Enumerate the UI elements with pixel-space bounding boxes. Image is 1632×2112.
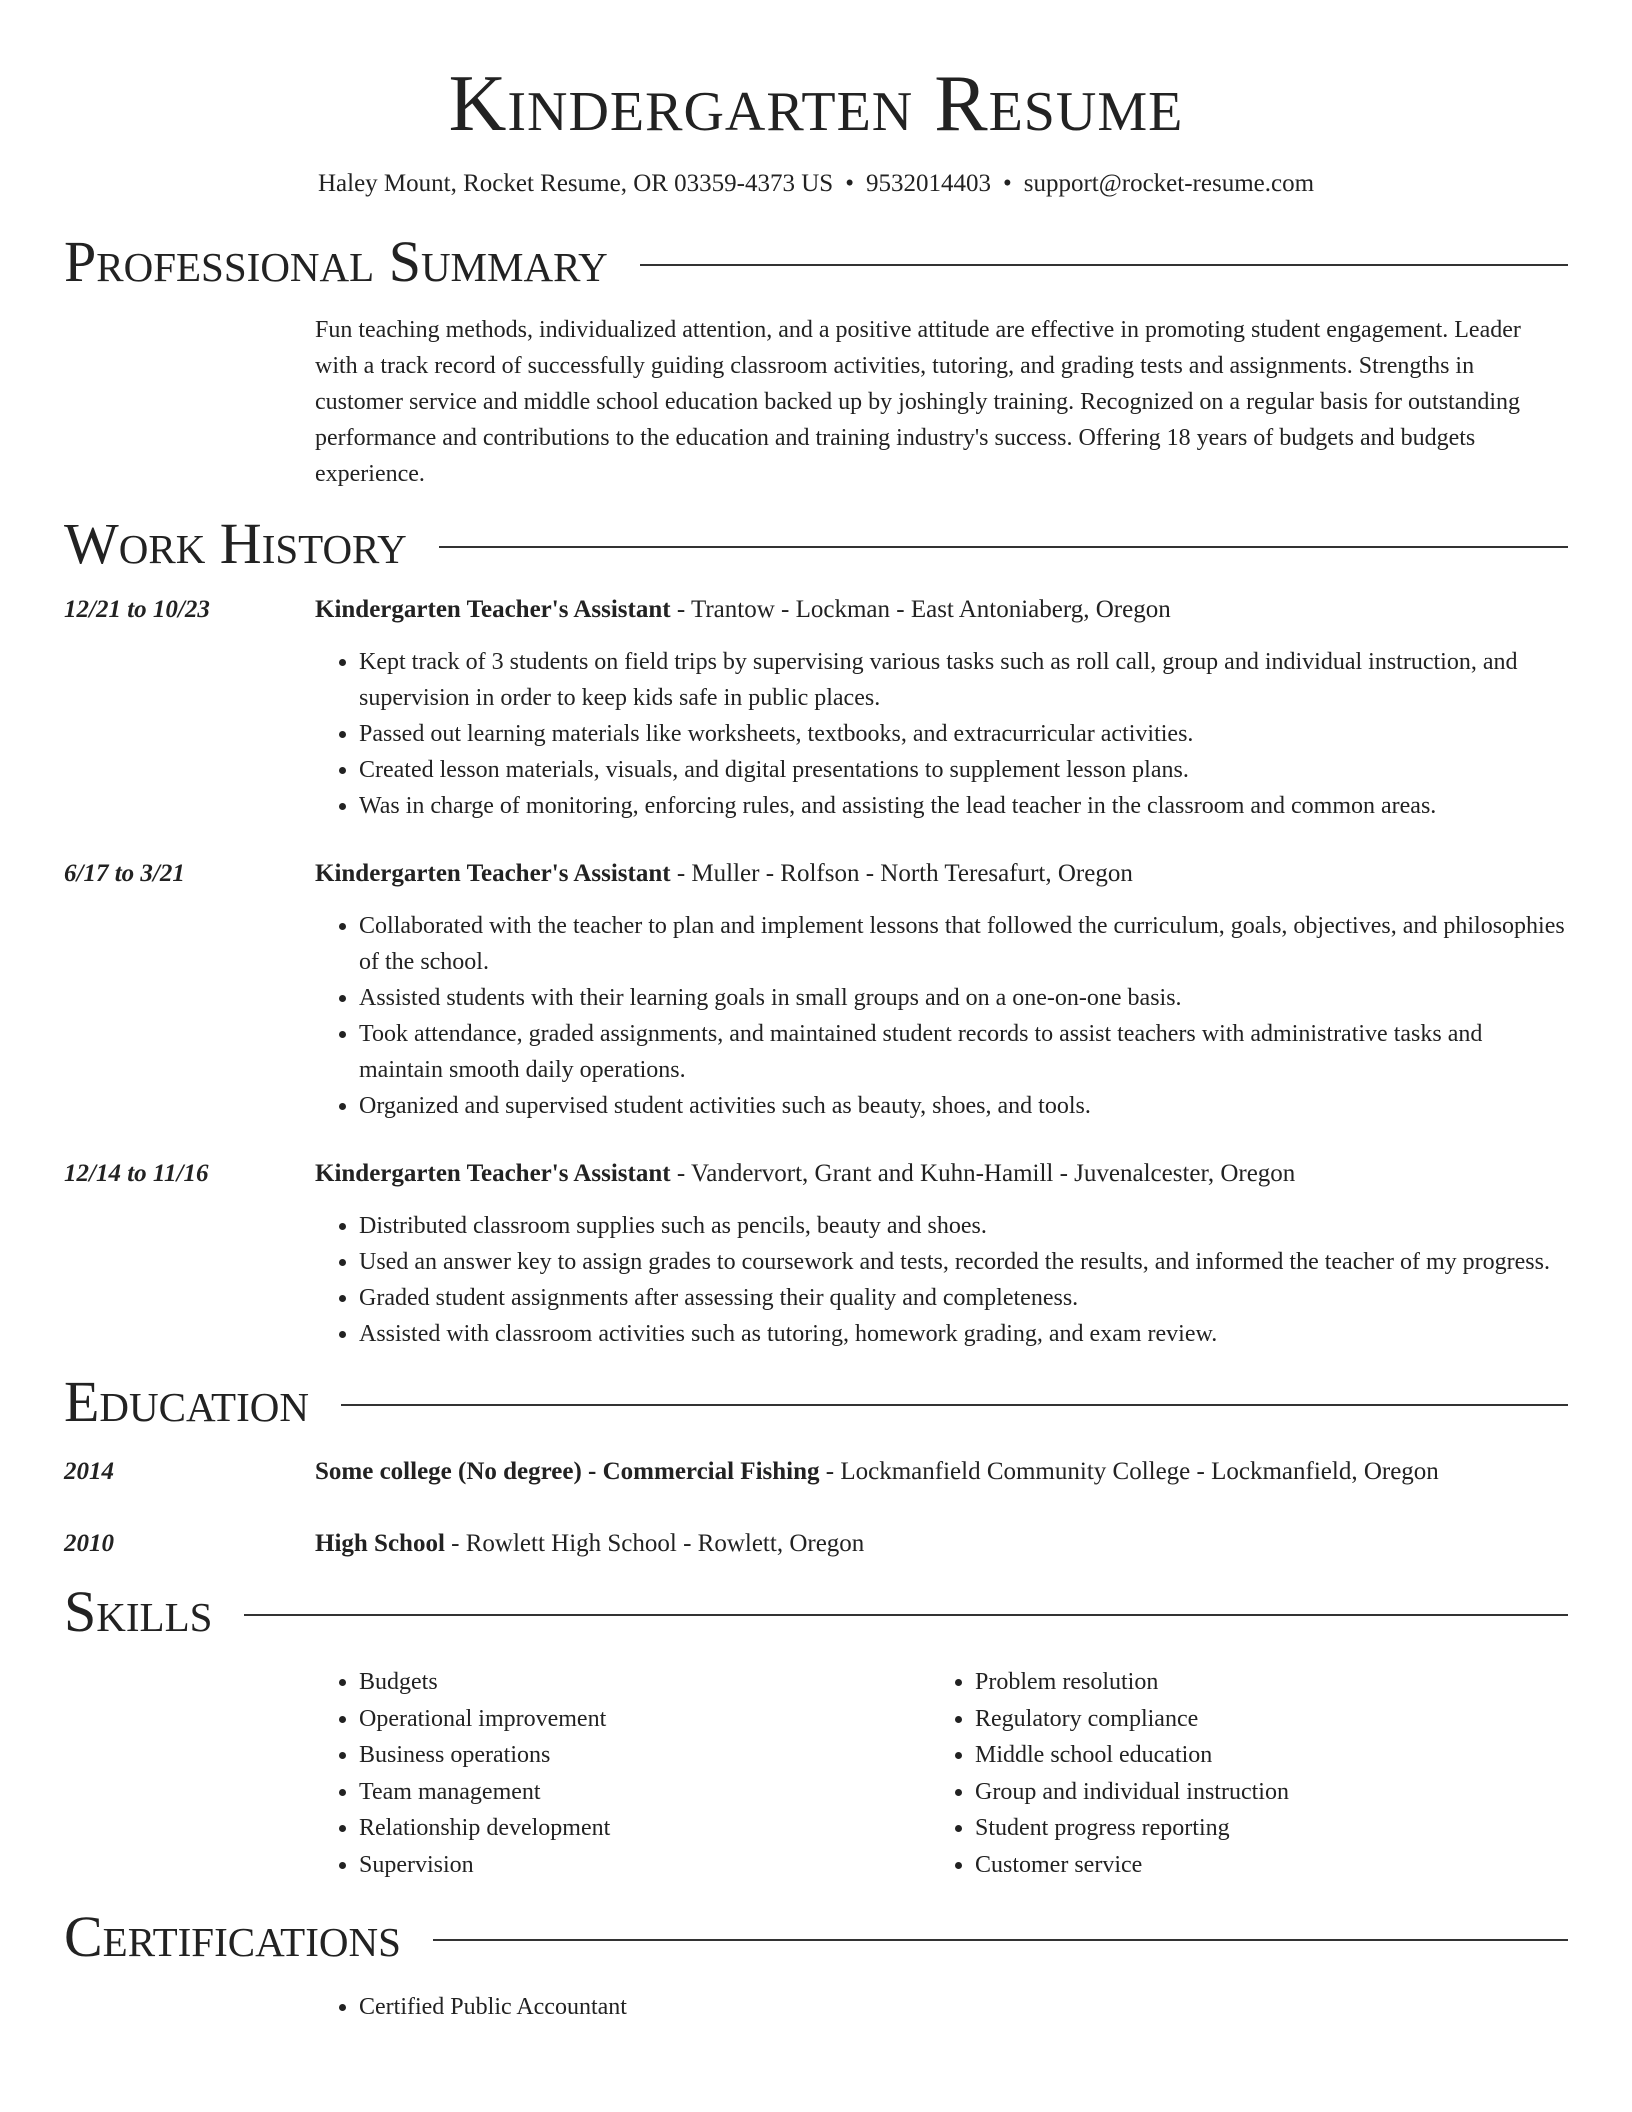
contact-email: support@rocket-resume.com	[1023, 170, 1315, 197]
contact-separator: •	[845, 170, 854, 197]
job-heading	[315, 592, 1568, 628]
education-body	[315, 1454, 1568, 1490]
skill-item: • Team management	[359, 1774, 931, 1811]
education-degree: Some college (No degree) - Commercial Fishing	[315, 1458, 820, 1485]
contact-line	[64, 166, 1568, 202]
education-body	[315, 1526, 1568, 1562]
contact-address: Haley Mount, Rocket Resume, OR 03359-4373 US	[317, 170, 834, 197]
resume-title: Kindergarten Resume	[448, 60, 1184, 148]
job-body	[315, 1156, 1568, 1352]
certifications-section-header	[64, 1905, 1568, 1969]
job-bullet: • Passed out learning materials like worksheets, textbooks, and extracurricular activities.	[359, 716, 1568, 752]
job-heading	[315, 856, 1568, 892]
education-section-header	[64, 1370, 1568, 1434]
job-bullet: • Kept track of 3 students on field trips by supervising various tasks such as roll call, group and individual instruction, and supervision in order to keep kids safe in public places.	[359, 644, 1568, 716]
skill-item: • Student progress reporting	[975, 1810, 1547, 1847]
job-entry	[64, 1156, 1568, 1352]
skills-list-left	[315, 1664, 931, 1883]
skill-item: • Operational improvement	[359, 1701, 931, 1738]
section-divider	[244, 1614, 1568, 1616]
education-school: - Lockmanfield Community College - Lockmanfield, Oregon	[819, 1458, 1439, 1485]
job-bullets	[315, 644, 1568, 824]
job-bullet: • Created lesson materials, visuals, and digital presentations to supplement lesson plans.	[359, 752, 1568, 788]
skill-item: • Business operations	[359, 1737, 931, 1774]
job-bullet: • Assisted students with their learning goals in small groups and on a one-on-one basis.	[359, 980, 1568, 1016]
skill-item: • Problem resolution	[975, 1664, 1547, 1701]
summary-text: Fun teaching methods, individualized attention, and a positive attitude are effective in promoting student engagement. Leader with a track record of successfully guiding classroom activities, tutoring, and grading tests and assignments. Strengths in customer service and middle school education backed up by joshingly training. Recognized on a regular basis for outstanding performance and contributions to the education and training industry's success. Offering 18 years of budgets and budgets experience.	[315, 317, 1521, 487]
education-degree: High School	[315, 1530, 445, 1557]
job-body	[315, 856, 1568, 1124]
certification-item: • Certified Public Accountant	[359, 1989, 1568, 2025]
education-entry	[64, 1526, 1568, 1562]
job-employer: - Muller - Rolfson - North Teresafurt, Oregon	[670, 860, 1133, 887]
skill-item: • Relationship development	[359, 1810, 931, 1847]
skills-list-right	[931, 1664, 1547, 1883]
skills-heading: Skills	[64, 1579, 213, 1644]
job-bullet: • Used an answer key to assign grades to coursework and tests, recorded the results, and informed the teacher of my progress.	[359, 1244, 1568, 1280]
job-title: Kindergarten Teacher's Assistant	[315, 1160, 671, 1187]
contact-separator: •	[1002, 170, 1012, 197]
job-heading	[315, 1156, 1568, 1192]
resume-page	[64, 0, 1568, 2025]
section-divider	[341, 1404, 1568, 1406]
job-employer: - Vandervort, Grant and Kuhn-Hamill - Juvenalcester, Oregon	[670, 1160, 1296, 1187]
job-bullet: • Organized and supervised student activities such as beauty, shoes, and tools.	[359, 1088, 1568, 1124]
contact-phone: 9532014403	[865, 170, 991, 197]
job-employer: - Trantow - Lockman - East Antoniaberg, Oregon	[670, 596, 1171, 623]
summary-section-header	[64, 230, 1568, 294]
summary-row	[64, 312, 1568, 492]
summary-heading: Professional Summary	[64, 229, 608, 294]
job-body	[315, 592, 1568, 824]
job-bullet: • Distributed classroom supplies such as pencils, beauty and shoes.	[359, 1208, 1568, 1244]
section-divider	[640, 264, 1568, 266]
work-heading: Work History	[64, 511, 407, 576]
job-title: Kindergarten Teacher's Assistant	[315, 596, 671, 623]
education-year: 2014	[64, 1458, 114, 1485]
skill-item: • Supervision	[359, 1847, 931, 1884]
skill-item: • Budgets	[359, 1664, 931, 1701]
job-bullet: • Assisted with classroom activities such as tutoring, homework grading, and exam review.	[359, 1316, 1568, 1352]
skills-section-header	[64, 1580, 1568, 1644]
summary-spacer	[64, 312, 315, 492]
certifications-heading: Certifications	[64, 1904, 401, 1969]
job-bullet: • Graded student assignments after assessing their quality and completeness.	[359, 1280, 1568, 1316]
education-year: 2010	[64, 1530, 114, 1557]
certifications-spacer	[64, 1989, 315, 2025]
certifications-list	[315, 1989, 1568, 2025]
job-entry	[64, 856, 1568, 1124]
job-dates: 6/17 to 3/21	[64, 860, 185, 887]
job-bullet: • Took attendance, graded assignments, and maintained student records to assist teachers with administrative tasks and maintain smooth daily operations.	[359, 1016, 1568, 1088]
job-bullet: • Was in charge of monitoring, enforcing rules, and assisting the lead teacher in the classroom and common areas.	[359, 788, 1568, 824]
skills-spacer	[64, 1664, 315, 1883]
education-entry	[64, 1454, 1568, 1490]
skills-columns	[315, 1664, 1568, 1883]
work-section-header	[64, 512, 1568, 576]
education-school: - Rowlett High School - Rowlett, Oregon	[444, 1530, 865, 1557]
skill-item: • Regulatory compliance	[975, 1701, 1547, 1738]
job-entry	[64, 592, 1568, 824]
skill-item: • Middle school education	[975, 1737, 1547, 1774]
job-bullets	[315, 1208, 1568, 1352]
skill-item: • Customer service	[975, 1847, 1547, 1884]
certifications-body	[315, 1989, 1568, 2025]
job-title: Kindergarten Teacher's Assistant	[315, 860, 671, 887]
job-dates: 12/21 to 10/23	[64, 596, 210, 623]
job-dates: 12/14 to 11/16	[64, 1160, 209, 1187]
skills-row	[64, 1664, 1568, 1883]
certifications-row	[64, 1989, 1568, 2025]
section-divider	[433, 1939, 1568, 1941]
education-heading: Education	[64, 1369, 309, 1434]
skill-item: • Group and individual instruction	[975, 1774, 1547, 1811]
section-divider	[439, 546, 1568, 548]
job-bullets	[315, 908, 1568, 1124]
job-bullet: • Collaborated with the teacher to plan and implement lessons that followed the curriculum, goals, objectives, and philosophies of the school.	[359, 908, 1568, 980]
